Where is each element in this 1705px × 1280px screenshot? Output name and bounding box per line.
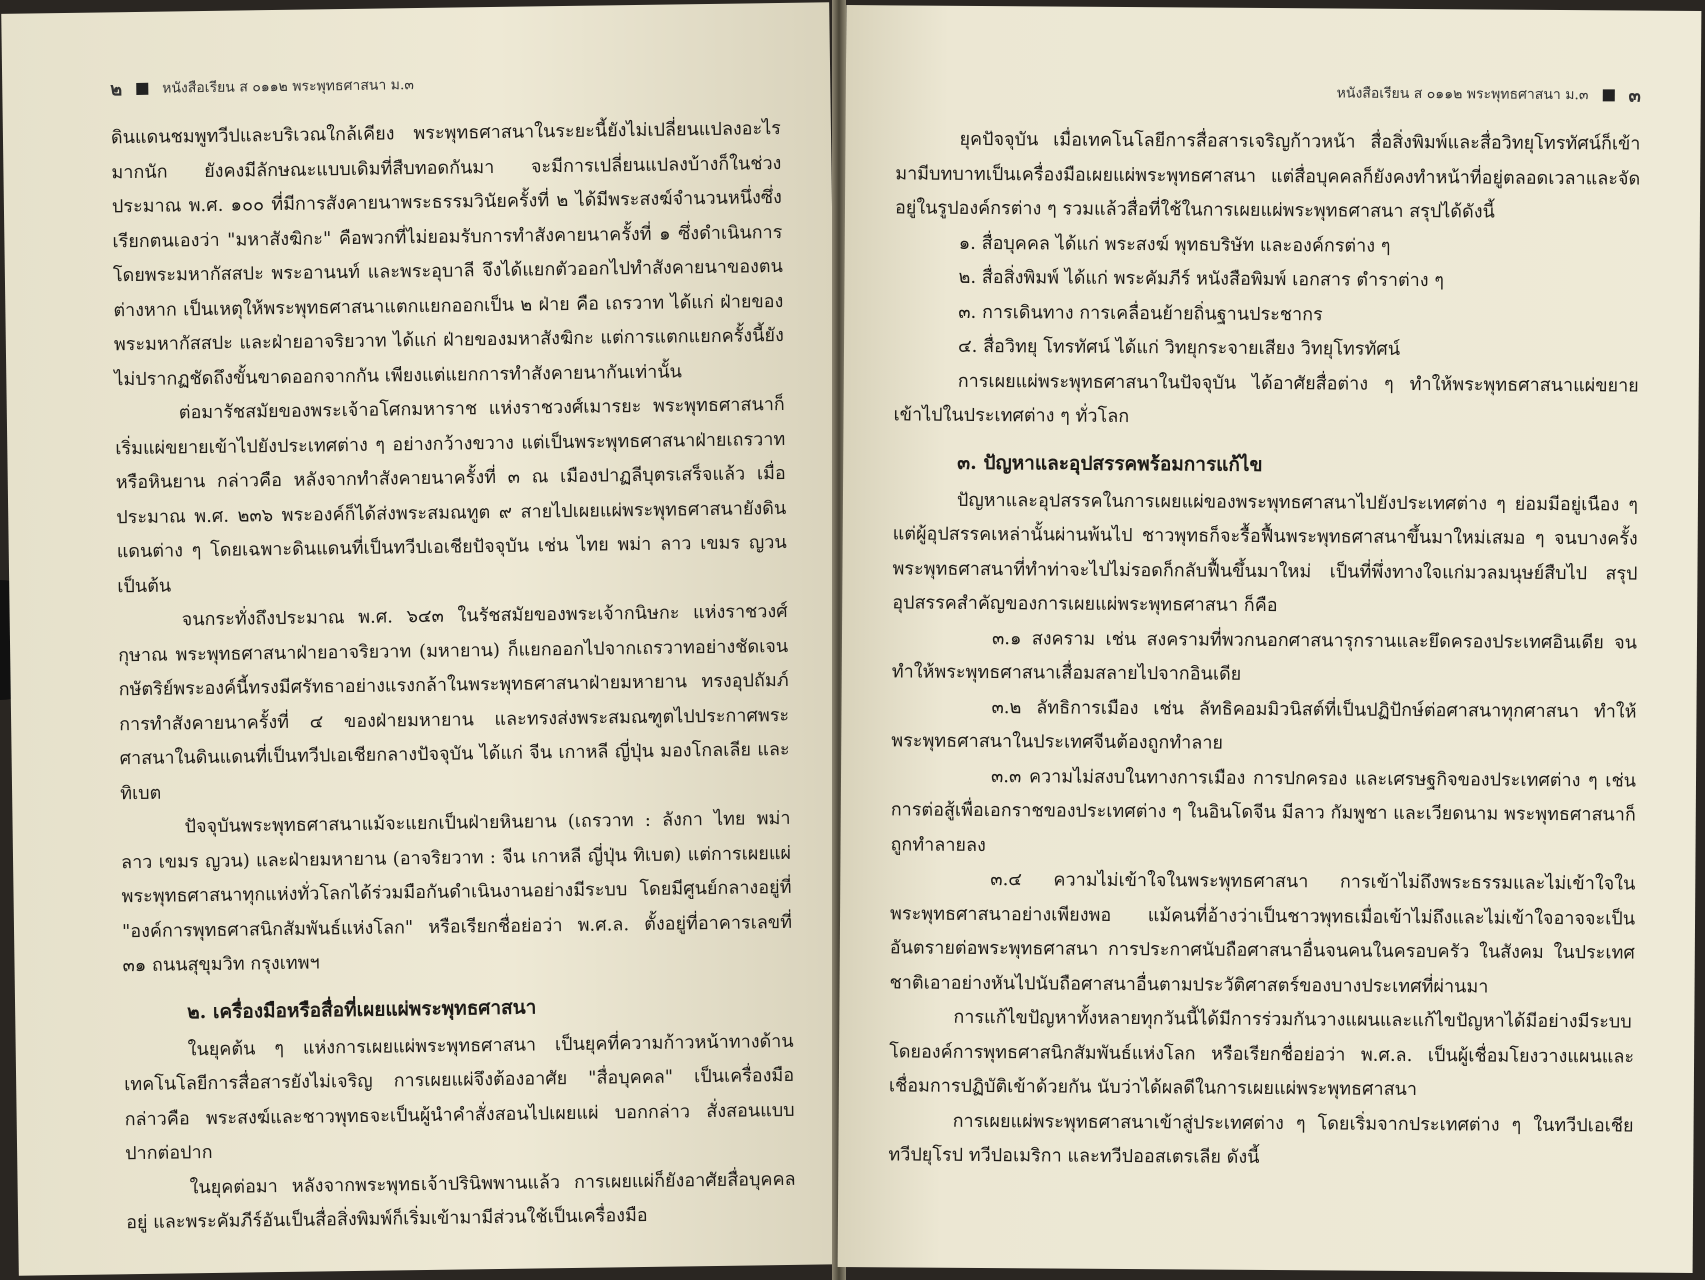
left-page-number: ๒ bbox=[110, 79, 123, 101]
list-item: ๑. สื่อบุคคล ได้แก่ พระสงฆ์ พุทธบริษัท และองค์กรต่าง ๆ bbox=[958, 232, 1391, 257]
left-header bbox=[110, 65, 780, 103]
list-item: ๓. การเดินทาง การเคลื่อนย้ายถิ่นฐานประชากร bbox=[958, 301, 1323, 325]
paragraph: การเผยแผ่พระพุทธศาสนาในปัจจุบัน ได้อาศัยสื่อต่าง ๆ ทำให้พระพุทธศาสนาแผ่ขยายเข้าไปในประเทศต่าง ๆ ทั่วโลก bbox=[893, 370, 1639, 428]
right-page bbox=[838, 5, 1702, 1273]
paragraph: ปัญหาและอุปสรรคในการเผยแผ่ของพระพุทธศาสนาไปยังประเทศต่าง ๆ ย่อมมีอยู่เนือง ๆ แต่ผู้อุปสรรคเหล่านั้นผ่านพ้นไป ชาวพุทธก็จะรื้อฟื้นพระพุทธศาสนาขึ้นมาใหม่เสมอ ๆ จนบางครั้งพระพุทธศาสนาที่ทำท่าจะไปไม่รอดก็กลับฟื้นขึ้นมาใหม่ เป็นที่พึ่งทางใจแก่มวลมนุษย์สืบไป สรุปอุปสรรคสำคัญของการเผยแผ่พระพุทธศาสนา ก็คือ bbox=[892, 489, 1639, 617]
list-item: ๔. สื่อวิทยุ โทรทัศน์ ได้แก่ วิทยุกระจายเสียง วิทยุโทรทัศน์ bbox=[957, 335, 1401, 360]
paragraph: ในยุคต่อมา หลังจากพระพุทธเจ้าปรินิพพานแล้ว การเผยแผ่ก็ยังอาศัยสื่อบุคคลอยู่ และพระคัมภีร์อันเป็นสื่อสิ่งพิมพ์ก็เริ่มเข้ามามีส่วนใช้เป็นเครื่องมือ bbox=[125, 1168, 796, 1234]
paragraph: ในยุคต้น ๆ แห่งการเผยแผ่พระพุทธศาสนา เป็นยุคที่ความก้าวหน้าทางด้านเทคโนโลยีการสื่อสารยังไม่เจริญ การเผยแผ่จึงต้องอาศัย "สื่อบุคคล" เป็นเครื่องมือ กล่าวคือ พระสงฆ์และชาวพุทธจะเป็นผู้นำคำสั่งสอนไปเผยแผ่ บอกกล่าว สั่งสอนแบบปากต่อปาก bbox=[124, 1030, 795, 1165]
header-block-icon bbox=[1602, 89, 1614, 101]
paragraph: ดินแดนชมพูทวีปและบริเวณใกล้เคียง พระพุทธศาสนาในระยะนี้ยังไม่เปลี่ยนแปลงอะไรมากนัก ยังคงมีลักษณะแบบเดิมที่สืบทอดกันมา จะมีการเปลี่ยนแปลงบ้างก็ในช่วงประมาณ พ.ศ. ๑๐๐ ที่มีการสังคายนาพระธรรมวินัยครั้งที่ ๒ ได้มีพระสงฆ์จำนวนหนึ่งซึ่งเรียกตนเองว่า "มหาสังฆิกะ" คือพวกที่ไม่ยอมรับการทำสังคายนาครั้งที่ ๑ ซึ่งดำเนินการโดยพระมหากัสสปะ พระอานนท์ และพระอุบาลี จึงได้แยกตัวออกไปทำสังคายนาของตนต่างหาก เป็นเหตุให้พระพุทธศาสนาแตกแยกออกเป็น ๒ ฝ่าย คือ เถรวาท ได้แก่ ฝ่ายของพระมหากัสสปะ และฝ่ายอาจริยวาท ได้แก่ ฝ่ายของมหาสังฆิกะ แต่การแตกแยกครั้งนี้ยังไม่ปรากฏชัดถึงขั้นขาดออกจากกัน เพียงแต่แยกการทำสังคายนากันเท่านั้น bbox=[110, 117, 784, 390]
paragraph: จนกระทั่งถึงประมาณ พ.ศ. ๖๔๓ ในรัชสมัยของพระเจ้ากนิษกะ แห่งราชวงศ์กุษาณ พระพุทธศาสนาฝ่ายอาจริยวาท (มหายาน) ก็แยกออกไปจากเถรวาทอย่างชัดเจน กษัตริย์พระองค์นี้ทรงมีศรัทธาอย่างแรงกล้าในพระพุทธศาสนาฝ่ายมหายาน ทรงอุปถัมภ์การทำสังคายนาครั้งที่ ๔ ของฝ่ายมหายาน และทรงส่งพระสมณฑูตไปประกาศพระศาสนาในดินแดนที่เป็นทวีปเอเชียกลางปัจจุบัน ได้แก่ จีน เกาหลี ญี่ปุ่น มองโกลเลีย และทิเบต bbox=[118, 600, 790, 804]
list-item: ๒. สื่อสิ่งพิมพ์ ได้แก่ พระคัมภีร์ หนังสือพิมพ์ เอกสาร ตำราต่าง ๆ bbox=[958, 266, 1445, 292]
list-item: ๓.๔ ความไม่เข้าใจในพระพุทธศาสนา การเข้าไม่ถึงพระธรรมและไม่เข้าใจในพระพุทธศาสนาอย่างเพียงพอ แม้คนที่อ้างว่าเป็นชาวพุทธเมื่อเข้าไม่ถึงและไม่เข้าใจอาจจะเป็นอันตรายต่อพระพุทธศาสนา การประกาศนับถือศาสนาอื่นจนคนในครอบครัว ในสังคม ในประเทศชาติเอาอย่างหันไปนับถือศาสนาอื่นตามประวัติศาสตร์ของบางประเทศที่ผ่านมา bbox=[889, 869, 1636, 998]
paragraph: ยุคปัจจุบัน เมื่อเทคโนโลยีการสื่อสารเจริญก้าวหน้า สื่อสิ่งพิมพ์และสื่อวิทยุโทรทัศน์ก็เข้ามามีบทบาทเป็นเครื่องมือเผยแผ่พระพุทธศาสนา แต่สื่อบุคคลก็ยังคงทำหน้าที่อยู่ตลอดเวลาและจัดอยู่ในรูปองค์กรต่าง ๆ รวมแล้วสื่อที่ใช้ในการเผยแผ่พระพุทธศาสนา สรุปได้ดังนี้ bbox=[894, 128, 1641, 223]
list-item: ๓.๑ สงคราม เช่น สงครามที่พวกนอกศาสนารุกรานและยึดครองประเทศอินเดีย จนทำให้พระพุทธศาสนาเสื่อมสลายไปจากอินเดีย bbox=[891, 627, 1638, 685]
right-running-header: หนังสือเรียน ส ๐๑๑๒ พระพุทธศาสนา ม.๓ bbox=[1336, 84, 1589, 103]
left-running-header: หนังสือเรียน ส ๐๑๑๒ พระพุทธศาสนา ม.๓ bbox=[162, 76, 415, 97]
right-header bbox=[896, 75, 1641, 109]
left-page bbox=[1, 2, 847, 1275]
paragraph: การเผยแผ่พระพุทธศาสนาเข้าสู่ประเทศต่าง ๆ โดยเริ่มจากประเทศต่าง ๆ ในทวีปเอเชีย ทวีปยุโรป ทวีปอเมริกา และทวีปออสเตรเลีย ดังนี้ bbox=[888, 1110, 1634, 1168]
list-item: ๓.๒ ลัทธิการเมือง เช่น ลัทธิคอมมิวนิสต์ที่เป็นปฏิปักษ์ต่อศาสนาทุกศาสนา ทำให้พระพุทธศาสนาในประเทศจีนต้องถูกทำลาย bbox=[891, 696, 1637, 754]
section-heading: ๒. เครื่องมือหรือสื่อที่เผยแผ่พระพุทธศาสนา bbox=[187, 995, 537, 1023]
header-block-icon bbox=[136, 82, 148, 94]
list-item: ๓.๓ ความไม่สงบในทางการเมือง การปกครอง และเศรษฐกิจของประเทศต่าง ๆ เช่น การต่อสู้เพื่อเอกราชของประเทศต่าง ๆ ในอินโดจีน มีลาว กัมพูชา และเวียดนาม พระพุทธศาสนาก็ถูกทำลายลง bbox=[890, 765, 1637, 856]
paragraph: ต่อมารัชสมัยของพระเจ้าอโศกมหาราช แห่งราชวงศ์เมารยะ พระพุทธศาสนาก็เริ่มแผ่ขยายเข้าไปยังประเทศต่าง ๆ อย่างกว้างขวาง แต่เป็นพระพุทธศาสนาฝ่ายเถรวาทหรือหินยาน กล่าวคือ หลังจากทำสังคายนาครั้งที่ ๓ ณ เมืองปาฏลีบุตรเสร็จแล้ว เมื่อประมาณ พ.ศ. ๒๓๖ พระองค์ก็ได้ส่งพระสมณทูต ๙ สายไปเผยแผ่พระพุทธศาสนายังดินแดนต่าง ๆ โดยเฉพาะดินแดนที่เป็นทวีปเอเชียปัจจุบัน เช่น ไทย พม่า ลาว เขมร ญวน เป็นต้น bbox=[115, 393, 787, 597]
section-heading: ๓. ปัญหาและอุปสรรคพร้อมการแก้ไข bbox=[957, 451, 1263, 476]
right-page-number: ๓ bbox=[1628, 85, 1641, 107]
paragraph: การแก้ไขปัญหาทั้งหลายทุกวันนี้ได้มีการร่วมกันวางแผนและแก้ไขปัญหาได้มีอย่างมีระบบ โดยองค์การพุทธศาสนิกสัมพันธ์แห่งโลก หรือเรียกชื่อย่อว่า พ.ศ.ล. เป็นผู้เชื่อมโยงวางแผนและเชื่อมการปฏิบัติเข้าด้วยกัน นับว่าได้ผลดีในการเผยแผ่พระพุทธศาสนา bbox=[888, 1006, 1635, 1101]
paragraph: ปัจจุบันพระพุทธศาสนาแม้จะแยกเป็นฝ่ายหินยาน (เถรวาท : ลังกา ไทย พม่า ลาว เขมร ญวน) และฝ่ายมหายาน (อาจริยวาท : จีน เกาหลี ญี่ปุ่น ทิเบต) แต่การเผยแผ่พระพุทธศาสนาทุกแห่งทั่วโลกได้ร่วมมือกันดำเนินงานอย่างมีระบบ โดยมีศูนย์กลางอยู่ที่ "องค์การพุทธศาสนิกสัมพันธ์แห่งโลก" หรือเรียกชื่อย่อว่า พ.ศ.ล. ตั้งอยู่ที่อาคารเลขที่ ๓๑ ถนนสุขุมวิท กรุงเทพฯ bbox=[120, 807, 793, 977]
